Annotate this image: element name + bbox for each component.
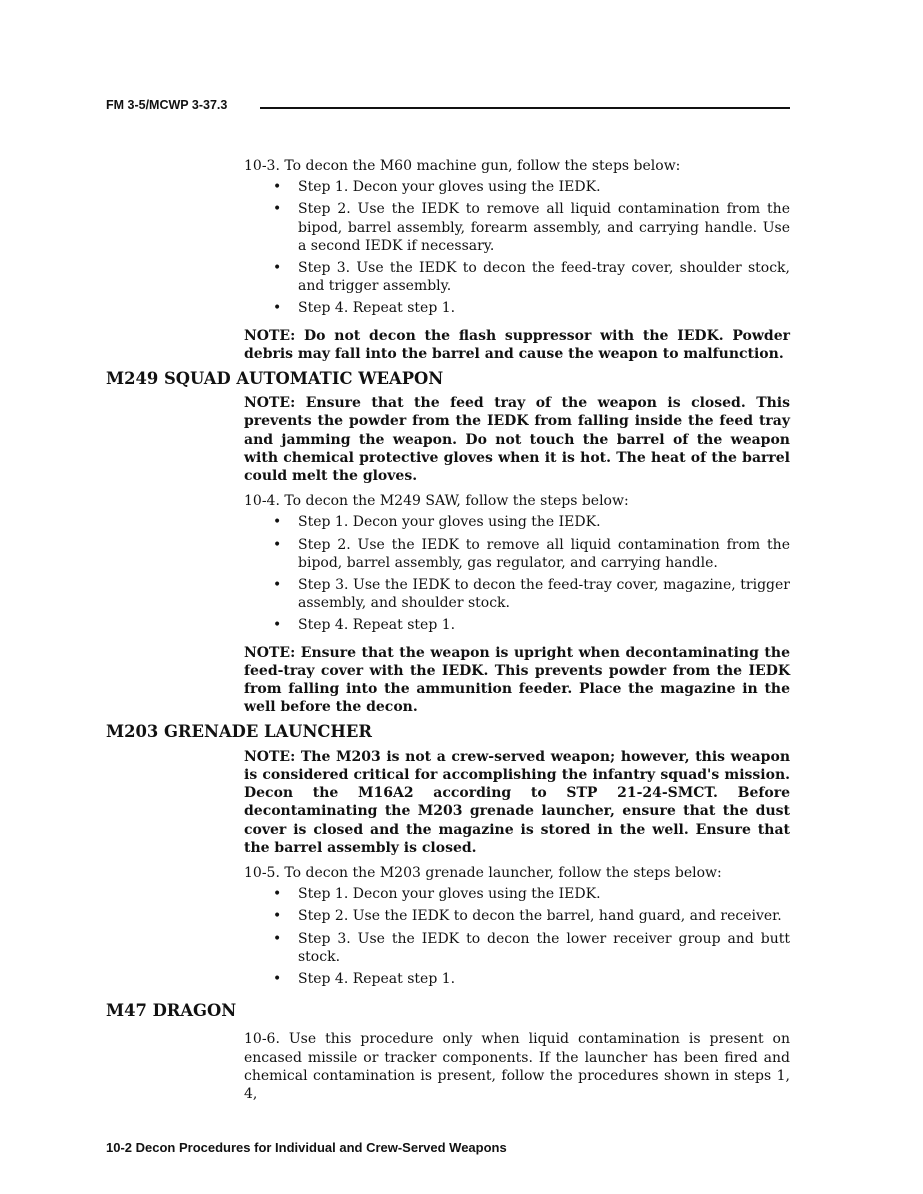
m249-note-2: NOTE: Ensure that the weapon is upright when decontaminating the feed-tray cover with the IEDK. This prevents powder from the IEDK from falling into the ammunition feeder. Place the magazine in the well before the decon.	[244, 644, 790, 716]
list-item	[244, 576, 790, 612]
bullet-icon: •	[273, 970, 282, 987]
m249-intro: 10-4. To decon the M249 SAW, follow the steps below:	[244, 493, 629, 510]
bullet-icon: •	[273, 260, 282, 277]
m60-steps	[244, 178, 790, 317]
step-text: Step 1. Decon your gloves using the IEDK.	[298, 886, 601, 903]
bullet-icon: •	[273, 617, 282, 634]
step-text: Step 3. Use the IEDK to decon the lower receiver group and butt stock.	[298, 930, 790, 965]
m60-section	[244, 157, 790, 363]
bullet-icon: •	[273, 908, 282, 925]
step-text: Step 4. Repeat step 1.	[298, 970, 456, 987]
list-item	[244, 930, 790, 966]
step-text: Step 4. Repeat step 1.	[298, 300, 456, 317]
page-footer: 10-2 Decon Procedures for Individual and Crew-Served Weapons	[106, 1140, 507, 1155]
bullet-icon: •	[273, 536, 282, 553]
m47-paragraph: 10-6. Use this procedure only when liquid contamination is present on encased missile or tracker components. If the launcher has been fired and chemical contamination is present, follow the procedures shown in steps 1, 4,	[244, 1031, 790, 1102]
list-item	[244, 513, 790, 531]
bullet-icon: •	[273, 179, 282, 196]
list-item	[244, 259, 790, 295]
step-text: Step 1. Decon your gloves using the IEDK.	[298, 179, 601, 196]
step-text: Step 1. Decon your gloves using the IEDK.	[298, 514, 601, 531]
list-item	[244, 299, 790, 317]
bullet-icon: •	[273, 300, 282, 317]
bullet-icon: •	[273, 514, 282, 531]
list-item	[244, 885, 790, 903]
m47-heading: M47 DRAGON	[106, 1001, 237, 1021]
step-text: Step 2. Use the IEDK to remove all liquid contamination from the bipod, barrel assembly, forearm assembly, and carrying handle. Use a second IEDK if necessary.	[298, 201, 790, 254]
header-rule	[260, 107, 790, 109]
list-item	[244, 907, 790, 925]
bullet-icon: •	[273, 577, 282, 594]
list-item	[244, 178, 790, 196]
page-body	[106, 157, 790, 1106]
list-item	[244, 616, 790, 634]
m203-note: NOTE: The M203 is not a crew-served weapon; however, this weapon is considered critical for accomplishing the infantry squad's mission. Decon the M16A2 according to STP 21-24-SMCT. Before decontaminating the M203 grenade launcher, ensure that the dust cover is closed and the magazine is stored in the well. Ensure that the barrel assembly is closed.	[244, 748, 790, 856]
bullet-icon: •	[273, 930, 282, 947]
bullet-icon: •	[273, 201, 282, 218]
step-text: Step 2. Use the IEDK to remove all liquid contamination from the bipod, barrel assembly, gas regulator, and carrying handle.	[298, 536, 790, 571]
step-text: Step 4. Repeat step 1.	[298, 617, 456, 634]
step-text: Step 3. Use the IEDK to decon the feed-tray cover, magazine, trigger assembly, and shoulder stock.	[298, 577, 790, 612]
m249-note-1: NOTE: Ensure that the feed tray of the weapon is closed. This prevents the powder from the IEDK from falling inside the feed tray and jamming the weapon. Do not touch the barrel of the weapon with chemical protective gloves when it is hot. The heat of the barrel could melt the gloves.	[244, 395, 790, 485]
page-header	[106, 95, 790, 117]
list-item	[244, 536, 790, 572]
m47-section	[244, 1030, 790, 1103]
list-item	[244, 970, 790, 988]
m203-section	[244, 748, 790, 988]
m249-heading: M249 SQUAD AUTOMATIC WEAPON	[106, 369, 444, 389]
m249-section	[244, 394, 790, 716]
m249-steps	[244, 513, 790, 634]
bullet-icon: •	[273, 886, 282, 903]
m203-steps	[244, 885, 790, 988]
step-text: Step 3. Use the IEDK to decon the feed-tray cover, shoulder stock, and trigger assembly.	[298, 260, 790, 295]
list-item	[244, 200, 790, 255]
m60-intro: 10-3. To decon the M60 machine gun, follow the steps below:	[244, 158, 681, 174]
m203-intro: 10-5. To decon the M203 grenade launcher, follow the steps below:	[244, 864, 722, 881]
step-text: Step 2. Use the IEDK to decon the barrel, hand guard, and receiver.	[298, 908, 782, 925]
m60-note: NOTE: Do not decon the flash suppressor with the IEDK. Powder debris may fall into the barrel and cause the weapon to malfunction.	[244, 327, 790, 362]
document-id: FM 3-5/MCWP 3-37.3	[106, 98, 228, 112]
m203-heading: M203 GRENADE LAUNCHER	[106, 722, 372, 742]
